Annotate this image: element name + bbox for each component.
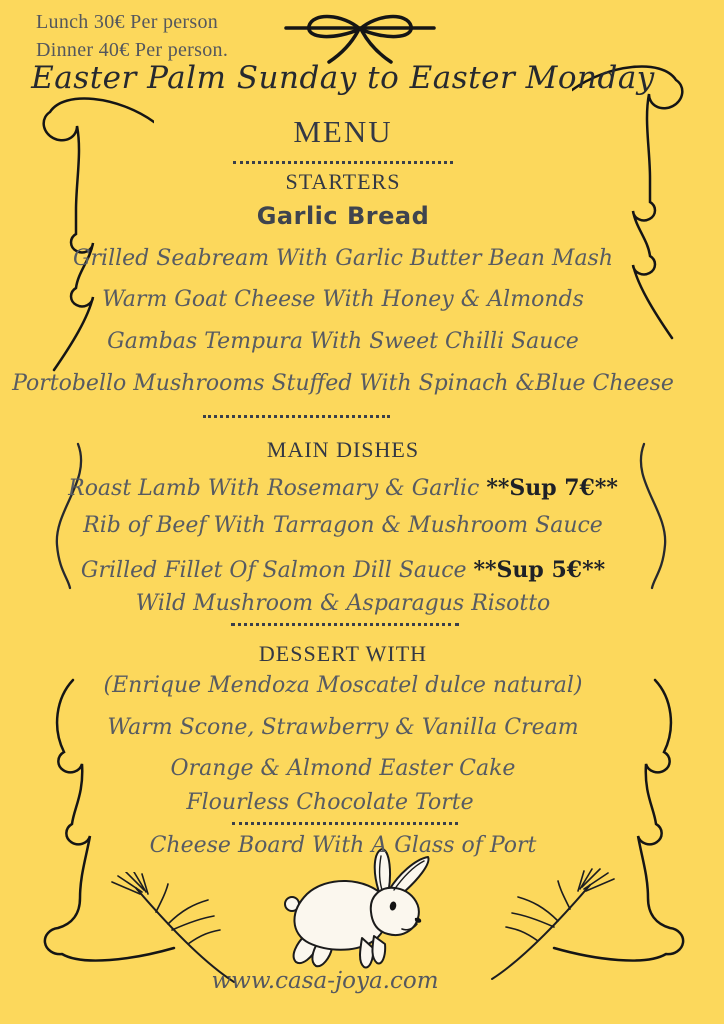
menu-item: Grilled Fillet Of Salmon Dill Sauce **Sup 5€**: [80, 557, 606, 583]
menu-item: Wild Mushroom & Asparagus Risotto: [135, 591, 551, 616]
pricing-block: [36, 8, 228, 65]
page-title: Easter Palm Sunday to Easter Monday: [31, 60, 655, 96]
dessert-wine-note: (Enrique Mendoza Moscatel dulce natural): [103, 673, 583, 698]
featured-item: Garlic Bread: [256, 202, 430, 230]
divider-dessert: [232, 822, 458, 825]
dessert-heading: DESSERT WITH: [258, 641, 428, 666]
menu-item: Warm Scone, Strawberry & Vanilla Cream: [107, 715, 579, 740]
menu-item: Orange & Almond Easter Cake: [170, 756, 516, 781]
starters-heading: STARTERS: [285, 169, 401, 194]
menu-item: Portobello Mushrooms Stuffed With Spinach &Blue Cheese: [12, 371, 674, 396]
supplement-price: **Sup 7€**: [486, 475, 618, 501]
divider-starters: [203, 415, 390, 418]
leaf-sprig-left-icon: [110, 872, 238, 986]
mains-heading: MAIN DISHES: [266, 437, 420, 462]
leaf-sprig-right-icon: [488, 866, 616, 986]
menu-item: Cheese Board With A Glass of Port: [149, 833, 537, 858]
menu-heading: MENU: [293, 114, 393, 149]
menu-item: Warm Goat Cheese With Honey & Almonds: [102, 287, 584, 312]
divider-mains: [231, 623, 459, 626]
menu-item: Gambas Tempura With Sweet Chilli Sauce: [107, 329, 579, 354]
divider-menu: [233, 161, 453, 164]
menu-item: Flourless Chocolate Torte: [186, 790, 474, 815]
menu-item: Grilled Seabream With Garlic Butter Bean Mash: [72, 246, 614, 271]
lunch-price: Lunch 30€ Per person: [36, 11, 219, 33]
easter-bunny-illustration: [276, 846, 438, 988]
menu-item: Rib of Beef With Tarragon & Mushroom Sauce: [83, 513, 603, 538]
swirl-flourish-top-left-icon: [6, 92, 154, 384]
ribbon-bow-icon: [284, 6, 436, 64]
website-url: www.casa-joya.com: [211, 968, 439, 994]
supplement-price: **Sup 5€**: [473, 557, 606, 583]
s-curve-right-icon: [622, 440, 678, 592]
swirl-flourish-top-right-icon: [572, 60, 720, 352]
s-curve-left-icon: [44, 440, 100, 592]
menu-item: Roast Lamb With Rosemary & Garlic **Sup 7€**: [68, 475, 618, 501]
dinner-price: Dinner 40€ Per person.: [36, 39, 229, 62]
